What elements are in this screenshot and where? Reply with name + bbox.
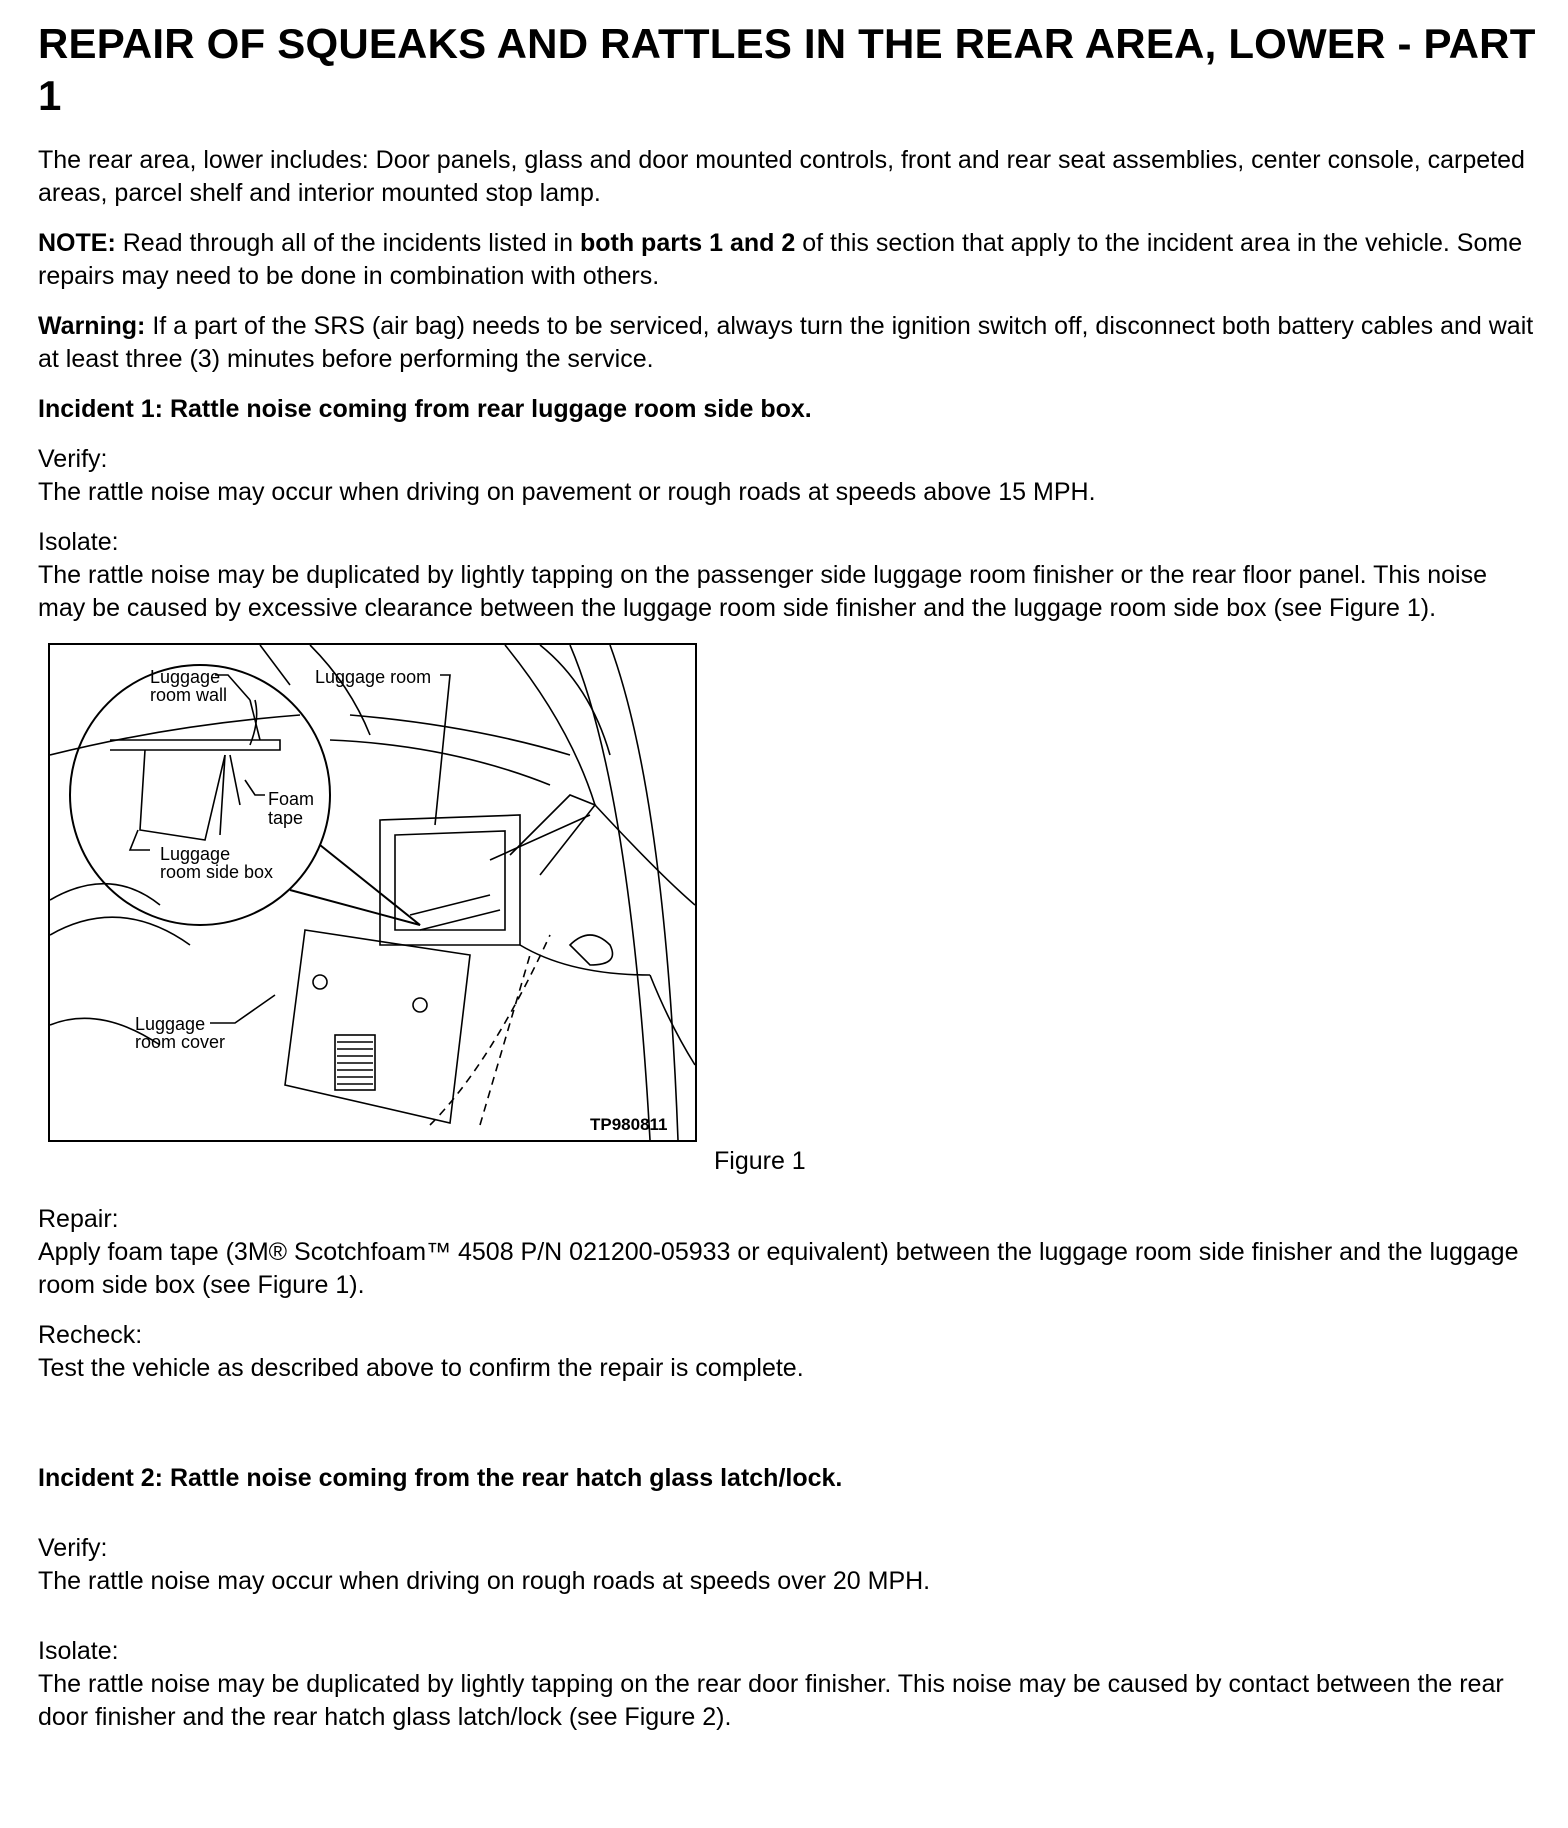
label-foam-tape-1: Foam <box>268 789 315 809</box>
verify-label: Verify: <box>38 1534 108 1562</box>
label-side-box-2: room side box <box>160 862 274 882</box>
incident-1-repair <box>38 1203 1538 1302</box>
luggage-room-diagram <box>50 645 695 1140</box>
note-label: NOTE: <box>38 229 116 257</box>
note-emphasis: both parts 1 and 2 <box>579 229 796 257</box>
label-foam-tape-2: tape <box>268 808 304 828</box>
verify-label: Verify: <box>38 445 108 473</box>
incident-1-verify <box>38 443 1538 509</box>
spacer <box>38 1615 1538 1635</box>
incident-2-verify <box>38 1532 1538 1598</box>
figure-1-caption: Figure 1 <box>714 1147 806 1175</box>
isolate-label: Isolate: <box>38 528 119 556</box>
warning-label: Warning: <box>38 312 146 340</box>
page-title: REPAIR OF SQUEAKS AND RATTLES IN THE REAR AREA, LOWER - PART 1 <box>38 20 1536 119</box>
warning-paragraph <box>38 310 1538 376</box>
figure-1 <box>38 643 1538 1203</box>
incident-2-heading: Incident 2: Rattle noise coming from the rear hatch glass latch/lock. <box>38 1464 843 1492</box>
intro-paragraph: The rear area, lower includes: Door panels, glass and door mounted controls, front and rear seat assemblies, center console, carpeted areas, parcel shelf and interior mounted stop lamp. <box>38 146 1525 207</box>
verify-text: The rattle noise may occur when driving on pavement or rough roads at speeds above 15 MPH. <box>38 478 1096 506</box>
spacer <box>38 1512 1538 1532</box>
note-paragraph <box>38 227 1538 293</box>
label-cover-2: room cover <box>135 1032 226 1052</box>
label-luggage-room-wall-1: Luggage <box>150 667 221 687</box>
isolate-text: The rattle noise may be duplicated by lightly tapping on the rear door finisher. This noise may be caused by contact between the rear door finisher and the rear hatch glass latch/lock (see Figure 2). <box>38 1670 1504 1731</box>
incident-1-isolate <box>38 526 1538 625</box>
note-text-after: of this section that apply to the incident area in the vehicle. Some repairs may need to be done in combination with others. <box>38 229 1523 290</box>
note-text-before: Read through all of the incidents listed in <box>122 229 574 257</box>
repair-text: Apply foam tape (3M® Scotchfoam™ 4508 P/N 021200-05933 or equivalent) between the luggage room side finisher and the luggage room side box (see Figure 1). <box>38 1238 1519 1299</box>
recheck-text: Test the vehicle as described above to confirm the repair is complete. <box>38 1354 804 1382</box>
warning-text: If a part of the SRS (air bag) needs to be serviced, always turn the ignition switch off, disconnect both battery cables and wait at least three (3) minutes before performing the service. <box>38 312 1534 373</box>
verify-text: The rattle noise may occur when driving on rough roads at speeds over 20 MPH. <box>38 1567 931 1595</box>
isolate-label: Isolate: <box>38 1637 119 1665</box>
incident-1-recheck <box>38 1319 1538 1385</box>
isolate-text: The rattle noise may be duplicated by lightly tapping on the passenger side luggage room finisher or the rear floor panel. This noise may be caused by excessive clearance between the luggage room side finisher and the luggage room side box (see Figure 1). <box>38 561 1488 622</box>
spacer <box>38 1402 1538 1462</box>
label-luggage-room: Luggage room <box>315 667 432 687</box>
figure-code: TP980811 <box>590 1115 668 1134</box>
figure-1-illustration <box>48 643 697 1142</box>
repair-label: Repair: <box>38 1205 119 1233</box>
document-page <box>38 18 1538 1751</box>
label-luggage-room-wall-2: room wall <box>150 685 228 705</box>
recheck-label: Recheck: <box>38 1321 143 1349</box>
label-side-box-1: Luggage <box>160 844 231 864</box>
incident-2-isolate <box>38 1635 1538 1734</box>
label-cover-1: Luggage <box>135 1014 206 1034</box>
incident-1-heading: Incident 1: Rattle noise coming from rear luggage room side box. <box>38 395 812 423</box>
